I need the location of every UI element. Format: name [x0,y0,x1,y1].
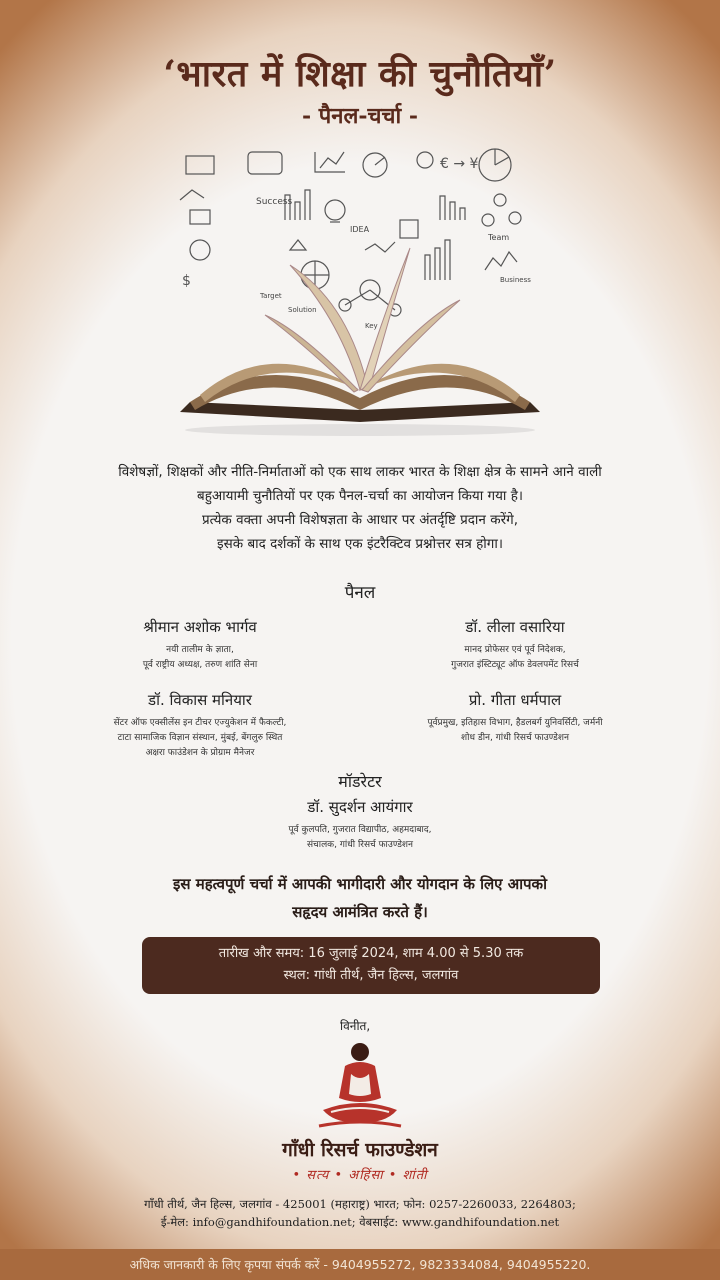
moderator-card [220,797,500,853]
speaker-desc: पूर्व राष्ट्रीय अध्यक्ष, तरुण शांति सेना [142,660,258,670]
moderator-name: डॉ. सुदर्शन आयंगार [307,798,413,816]
invitation-line: इस महत्वपूर्ण चर्चा में आपकी भागीदारी और योगदान के लिए आपको [173,875,547,893]
speaker-name: प्रो. गीता धर्मपाल [468,691,562,709]
gandhi-figure-logo-icon [315,1038,405,1133]
svg-text:$: $ [182,273,191,289]
speaker-card [90,617,310,673]
event-datetime: तारीख और समय: 16 जुलाई 2024, शाम 4.00 से 5.30 तक [218,946,524,961]
speaker-desc: गुजरात इंस्टिट्यूट ऑफ डेवलपमेंट रिसर्च [451,660,579,670]
organization-address [60,1195,660,1231]
intro-line: इसके बाद दर्शकों के साथ एक इंटरैक्टिव प्रश्नोत्तर सत्र होगा। [217,536,503,552]
event-venue: स्थल: गांधी तीर्थ, जैन हिल्स, जलगांव [283,968,459,983]
speaker-card [395,690,635,746]
organization-name: गाँधी रिसर्च फाउण्डेशन [282,1139,438,1161]
intro-paragraph [60,460,660,556]
moderator-desc: पूर्व कुलपति, गुजरात विद्यापीठ, अहमदाबाद, [288,825,432,835]
invitation-text [80,870,640,926]
moderator-heading: मॉडरेटर [338,772,382,791]
doodle-idea: IDEA [350,225,370,234]
page-title: ‘भारत में शिक्षा की चुनौतियाँ’ [163,53,557,95]
speaker-card [400,617,630,673]
event-details-box [142,937,600,994]
organization-tagline: • सत्य • अहिंसा • शांती [292,1168,428,1183]
speaker-desc: सेंटर ऑफ एक्सीलेंस इन टीचर एज्युकेशन में फैकल्टी, [113,718,287,728]
doodle-business: Business [500,276,531,284]
speaker-desc: अक्षरा फाउंडेशन के प्रोग्राम मैनेजर [145,748,255,758]
speaker-desc: टाटा सामाजिक विज्ञान संस्थान, मुंबई, बेंगलुरु स्थित [117,733,283,743]
speaker-name: डॉ. विकास मनियार [148,691,252,709]
speaker-desc: पूर्वप्रमुख, इतिहास विभाग, हैडलबर्ग युनिवर्सिटी, जर्मनी [427,718,603,728]
signoff-vinit: विनीत, [340,1019,371,1033]
intro-line: बहुआयामी चुनौतियों पर एक पैनल-चर्चा का आयोजन किया गया है। [196,488,524,504]
intro-line: प्रत्येक वक्ता अपनी विशेषज्ञता के आधार पर अंतर्दृष्टि प्रदान करेंगे, [201,512,518,528]
contact-line: ई-मेल: info@gandhifoundation.net; वेबसाईट: www.gandhifoundation.net [160,1215,560,1229]
open-book-with-business-doodles-icon [170,140,550,440]
address-line: गाँधी तीर्थ, जैन हिल्स, जलगांव - 425001 (महाराष्ट्र) भारत; फोन: 0257-2260033, 2264803; [144,1197,576,1211]
invitation-line: सहृदय आमंत्रित करते हैं। [292,903,428,921]
speaker-name: डॉ. लीला वसारिया [465,618,565,636]
intro-line: विशेषज्ञों, शिक्षकों और नीति-निर्माताओं को एक साथ लाकर भारत के शिक्षा क्षेत्र के सामने आने वाली [118,464,602,480]
footer-contact-bar: अधिक जानकारी के लिए कृपया संपर्क करें - 9404955272, 9823334084, 9404955220. [0,1249,720,1280]
speaker-name: श्रीमान अशोक भार्गव [143,618,257,636]
speaker-desc: शोध डीन, गांधी रिसर्च फाउण्डेशन [461,733,569,743]
doodle-target: Target [260,292,282,300]
svg-text:€ → ¥: € → ¥ [440,156,479,172]
doodle-solution: Solution [288,306,317,314]
speaker-card [70,690,330,761]
page-subtitle: - पैनल-चर्चा - [302,103,418,129]
doodle-success: Success [256,197,293,207]
speaker-desc: नयी तालीम के ज्ञाता, [166,645,234,655]
doodle-team: Team [488,233,510,242]
moderator-desc: संचालक, गांधी रिसर्च फाउण्डेशन [306,840,414,850]
doodle-key: Key [365,322,378,330]
panel-heading: पैनल [344,583,376,603]
speaker-desc: मानद प्रोफेसर एवं पूर्व निदेशक, [464,645,566,655]
